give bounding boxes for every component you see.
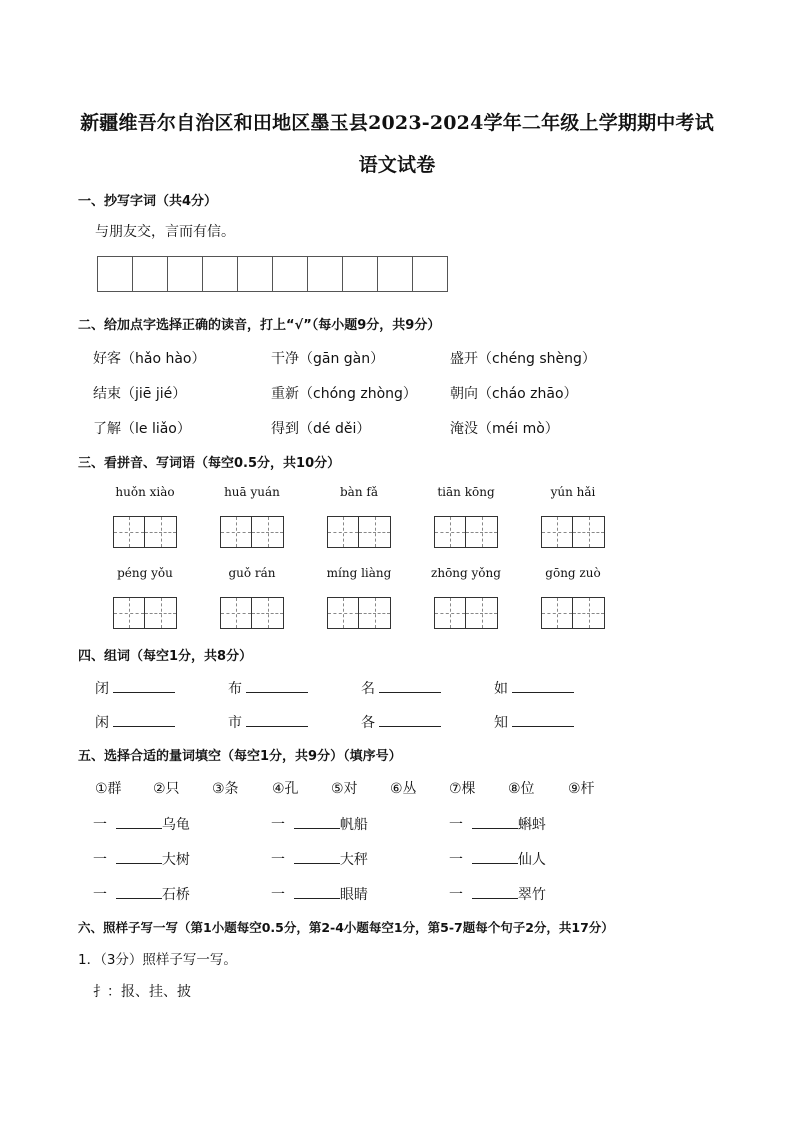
measure-word-option: ④孔: [272, 781, 299, 797]
answer-blank[interactable]: [472, 898, 518, 899]
pinyin-label: yún hǎi: [550, 485, 596, 499]
writing-cell[interactable]: [237, 256, 273, 292]
answer-blank[interactable]: [294, 828, 340, 829]
answer-blank[interactable]: [113, 726, 175, 727]
answer-blank[interactable]: [472, 863, 518, 864]
pronunciation-item[interactable]: 盛开（chéng shèng）: [450, 351, 596, 367]
pinyin-label: huǒn xiào: [115, 485, 175, 499]
pinyin-label: míng liàng: [326, 566, 392, 580]
measure-word-option: ⑤对: [331, 781, 358, 797]
answer-blank[interactable]: [512, 692, 574, 693]
tianzige-box[interactable]: [113, 516, 177, 548]
prefix: 一: [449, 852, 463, 868]
fill-blank-item: [93, 814, 190, 834]
word-group-item: [361, 678, 441, 698]
answer-blank[interactable]: [294, 863, 340, 864]
writing-cell[interactable]: [377, 256, 413, 292]
writing-cell[interactable]: [412, 256, 448, 292]
measure-word-option: ⑦棵: [449, 781, 476, 797]
writing-grid: [97, 256, 448, 292]
section-6-heading: 六、照样子写一写（第1小题每空0.5分，第2-4小题每空1分，第5-7题每个句子2分，共17分）: [78, 920, 614, 935]
noun: 仙人: [517, 852, 546, 868]
section-3-heading: 三、看拼音、写词语（每空0.5分，共10分）: [78, 456, 341, 471]
word-char: 闲: [95, 715, 109, 731]
measure-word-option: ①群: [95, 781, 122, 797]
question-1: 1．（3分）照样子写一写。: [78, 952, 237, 968]
writing-cell[interactable]: [97, 256, 133, 292]
measure-word-option: ⑧位: [508, 781, 535, 797]
word-char: 闭: [95, 681, 109, 697]
answer-blank[interactable]: [246, 692, 308, 693]
noun: 石桥: [161, 887, 190, 903]
prefix: 一: [93, 852, 107, 868]
measure-word-option: ⑨杆: [568, 781, 595, 797]
tianzige-box[interactable]: [327, 597, 391, 629]
fill-blank-item: [449, 884, 546, 904]
measure-word-option: ⑥丛: [390, 781, 417, 797]
pinyin-label: guǒ rán: [228, 566, 276, 580]
page-subtitle: 语文试卷: [358, 154, 436, 176]
word-char: 如: [494, 681, 508, 697]
example-text: 扌：报、挂、披: [93, 984, 191, 1000]
section-2-heading: 二、给加点字选择正确的读音，打上“√”（每小题9分，共9分）: [78, 318, 441, 333]
tianzige-box[interactable]: [434, 516, 498, 548]
prefix: 一: [271, 887, 285, 903]
measure-word-option: ②只: [153, 781, 180, 797]
writing-cell[interactable]: [202, 256, 238, 292]
word-group-item: [95, 678, 175, 698]
tianzige-box[interactable]: [220, 597, 284, 629]
pronunciation-item[interactable]: 朝向（cháo zhāo）: [450, 386, 578, 402]
copy-text: 与朋友交，言而有信。: [95, 224, 235, 240]
pinyin-label: tiān kōng: [437, 485, 495, 499]
writing-cell[interactable]: [132, 256, 168, 292]
fill-blank-item: [271, 814, 368, 834]
fill-blank-item: [93, 884, 190, 904]
fill-blank-item: [93, 849, 190, 869]
pronunciation-item[interactable]: 淹没（méi mò）: [450, 421, 559, 437]
fill-blank-item: [271, 849, 368, 869]
pinyin-label: péng yǒu: [117, 566, 173, 580]
prefix: 一: [271, 817, 285, 833]
writing-cell[interactable]: [307, 256, 343, 292]
pronunciation-item[interactable]: 结束（jiē jié）: [93, 386, 187, 402]
tianzige-box[interactable]: [541, 597, 605, 629]
pronunciation-item[interactable]: 干净（gān gàn）: [271, 351, 385, 367]
word-char: 布: [228, 681, 242, 697]
word-group-item: [95, 712, 175, 732]
word-group-item: [494, 678, 574, 698]
section-5-heading: 五、选择合适的量词填空（每空1分，共9分）（填序号）: [78, 749, 402, 764]
prefix: 一: [449, 817, 463, 833]
pronunciation-item[interactable]: 重新（chóng zhòng）: [271, 386, 417, 402]
section-4-heading: 四、组词（每空1分，共8分）: [78, 649, 253, 664]
answer-blank[interactable]: [116, 898, 162, 899]
word-group-item: [361, 712, 441, 732]
tianzige-box[interactable]: [220, 516, 284, 548]
tianzige-box[interactable]: [327, 516, 391, 548]
noun: 大秤: [339, 852, 368, 868]
noun: 蝌蚪: [517, 817, 546, 833]
prefix: 一: [93, 817, 107, 833]
noun: 眼睛: [339, 887, 368, 903]
word-group-item: [228, 678, 308, 698]
prefix: 一: [449, 887, 463, 903]
answer-blank[interactable]: [512, 726, 574, 727]
tianzige-box[interactable]: [541, 516, 605, 548]
word-group-item: [228, 712, 308, 732]
page-title: 新疆维吾尔自治区和田地区墨玉县2023-2024学年二年级上学期期中考试: [80, 112, 714, 134]
fill-blank-item: [271, 884, 368, 904]
word-char: 市: [228, 715, 242, 731]
pinyin-label: gōng zuò: [545, 566, 601, 580]
answer-blank[interactable]: [116, 863, 162, 864]
tianzige-box[interactable]: [434, 597, 498, 629]
answer-blank[interactable]: [472, 828, 518, 829]
writing-cell[interactable]: [167, 256, 203, 292]
word-char: 各: [361, 715, 375, 731]
answer-blank[interactable]: [379, 692, 441, 693]
fill-blank-item: [449, 849, 546, 869]
noun: 帆船: [339, 817, 368, 833]
answer-blank[interactable]: [246, 726, 308, 727]
tianzige-box[interactable]: [113, 597, 177, 629]
noun: 乌龟: [161, 817, 190, 833]
section-1-heading: 一、抄写字词（共4分）: [78, 194, 218, 209]
writing-cell[interactable]: [342, 256, 378, 292]
answer-blank[interactable]: [116, 828, 162, 829]
pronunciation-item[interactable]: 得到（dé děi）: [271, 421, 371, 437]
fill-blank-item: [449, 814, 546, 834]
answer-blank[interactable]: [379, 726, 441, 727]
word-char: 知: [494, 715, 508, 731]
prefix: 一: [93, 887, 107, 903]
answer-blank[interactable]: [113, 692, 175, 693]
pinyin-label: huā yuán: [224, 485, 280, 499]
pinyin-label: bàn fǎ: [340, 485, 378, 499]
noun: 翠竹: [517, 887, 546, 903]
pronunciation-item[interactable]: 了解（le liǎo）: [93, 421, 191, 437]
measure-word-option: ③条: [212, 781, 239, 797]
writing-cell[interactable]: [272, 256, 308, 292]
prefix: 一: [271, 852, 285, 868]
answer-blank[interactable]: [294, 898, 340, 899]
pinyin-label: zhōng yǒng: [431, 566, 501, 580]
word-char: 名: [361, 681, 375, 697]
word-group-item: [494, 712, 574, 732]
noun: 大树: [161, 852, 190, 868]
pronunciation-item[interactable]: 好客（hǎo hào）: [93, 351, 206, 367]
